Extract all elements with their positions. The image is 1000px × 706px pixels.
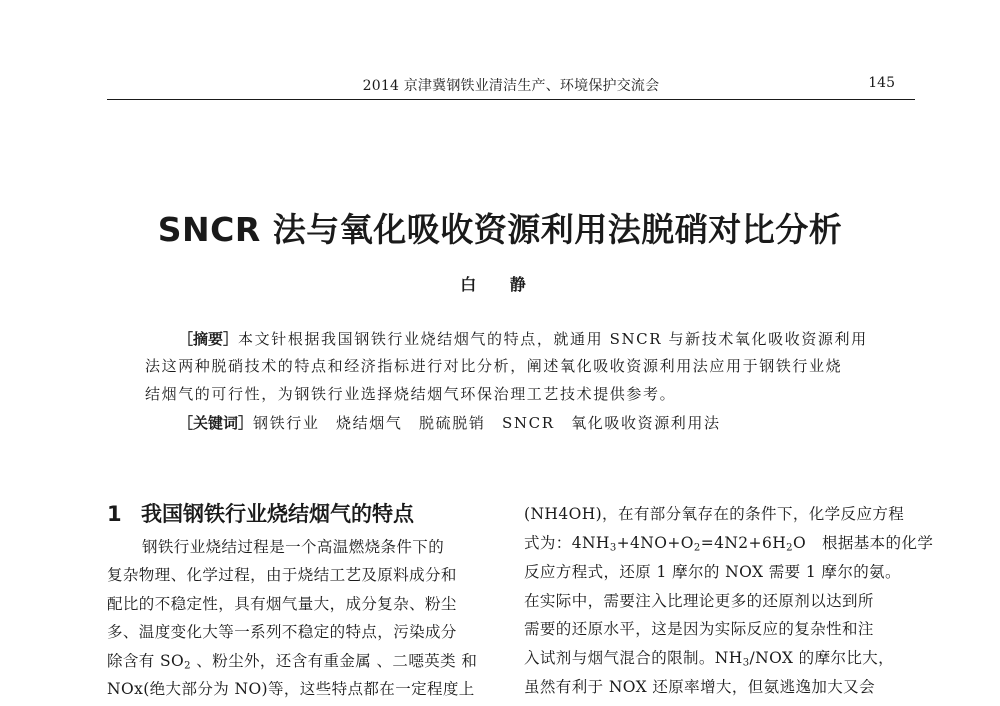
body-text: /NOX 的摩尔比大，: [749, 649, 895, 667]
keywords-line: [178, 412, 721, 433]
section-title: 我国钢铁行业烧结烟气的特点: [141, 502, 414, 526]
body-line: (NH4OH)，在有部分氧存在的条件下，化学反应方程: [524, 505, 905, 523]
body-line: NOx(绝大部分为 NO)等，这些特点都在一定程度上: [107, 680, 475, 698]
body-line: 反应方程式，还原 1 摩尔的 NOX 需要 1 摩尔的氨。: [524, 563, 901, 581]
article-title: SNCR 法与氧化吸收资源利用法脱硝对比分析: [157, 210, 843, 249]
running-title: 2014 京津冀钢铁业清洁生产、环境保护交流会: [362, 78, 660, 94]
subscript: 2: [693, 542, 701, 554]
keywords-text: 钢铁行业 烧结烟气 脱硫脱销 SNCR 氧化吸收资源利用法: [253, 414, 721, 432]
body-line: [524, 646, 894, 668]
running-header: [107, 75, 915, 97]
abstract-text: 本文针根据我国钢铁行业烧结烟气的特点，就通用 SNCR 与新技术氧化吸收资源利用: [238, 330, 868, 348]
body-text: 式为：4NH: [524, 534, 610, 552]
subscript: 3: [742, 657, 750, 669]
body-line: 需要的还原水平，这是因为实际反应的复杂性和注: [524, 620, 874, 638]
keywords-label: ［关键词］: [178, 414, 254, 432]
abstract-line-1: [178, 328, 868, 349]
subscript: 3: [609, 542, 617, 554]
section-heading: [107, 498, 414, 528]
subscript: 2: [184, 660, 191, 672]
abstract-line-3: 结烟气的可行性，为钢铁行业选择烧结烟气环保治理工艺技术提供参考。: [145, 385, 677, 403]
body-text: 入试剂与烟气混合的限制。NH: [524, 649, 743, 667]
body-line: [524, 531, 933, 553]
body-text: =4N2+6H: [700, 534, 787, 552]
subscript: 2: [786, 542, 793, 554]
body-line: 配比的不稳定性，具有烟气量大，成分复杂、粉尘: [107, 595, 457, 613]
section-number: 1: [107, 502, 122, 526]
body-line: 复杂物理、化学过程，由于烧结工艺及原料成分和: [107, 566, 457, 584]
body-text: 、粉尘外，还含有重金属 、二噁英类 和: [190, 652, 478, 670]
body-line: 在实际中，需要注入比理论更多的还原剂以达到所: [524, 592, 874, 610]
body-text: 除含有 SO: [107, 652, 185, 670]
body-text: O 根据基本的化学: [792, 534, 934, 552]
page-number: 145: [868, 75, 895, 91]
abstract-label: ［摘要］: [178, 330, 239, 348]
body-text: +4NO+O: [616, 534, 694, 552]
body-line: 虽然有利于 NOX 还原率增大，但氨逃逸加大又会: [524, 678, 875, 696]
abstract-line-2: 法这两种脱硝技术的特点和经济指标进行对比分析，阐述氧化吸收资源利用法应用于钢铁行业烧: [145, 357, 843, 375]
body-line: 多、温度变化大等一系列不稳定的特点，污染成分: [107, 623, 457, 641]
header-rule: [107, 99, 915, 100]
author-name: 白 静: [460, 275, 540, 294]
body-line: [107, 649, 477, 671]
body-line: 钢铁行业烧结过程是一个高温燃烧条件下的: [142, 538, 445, 556]
